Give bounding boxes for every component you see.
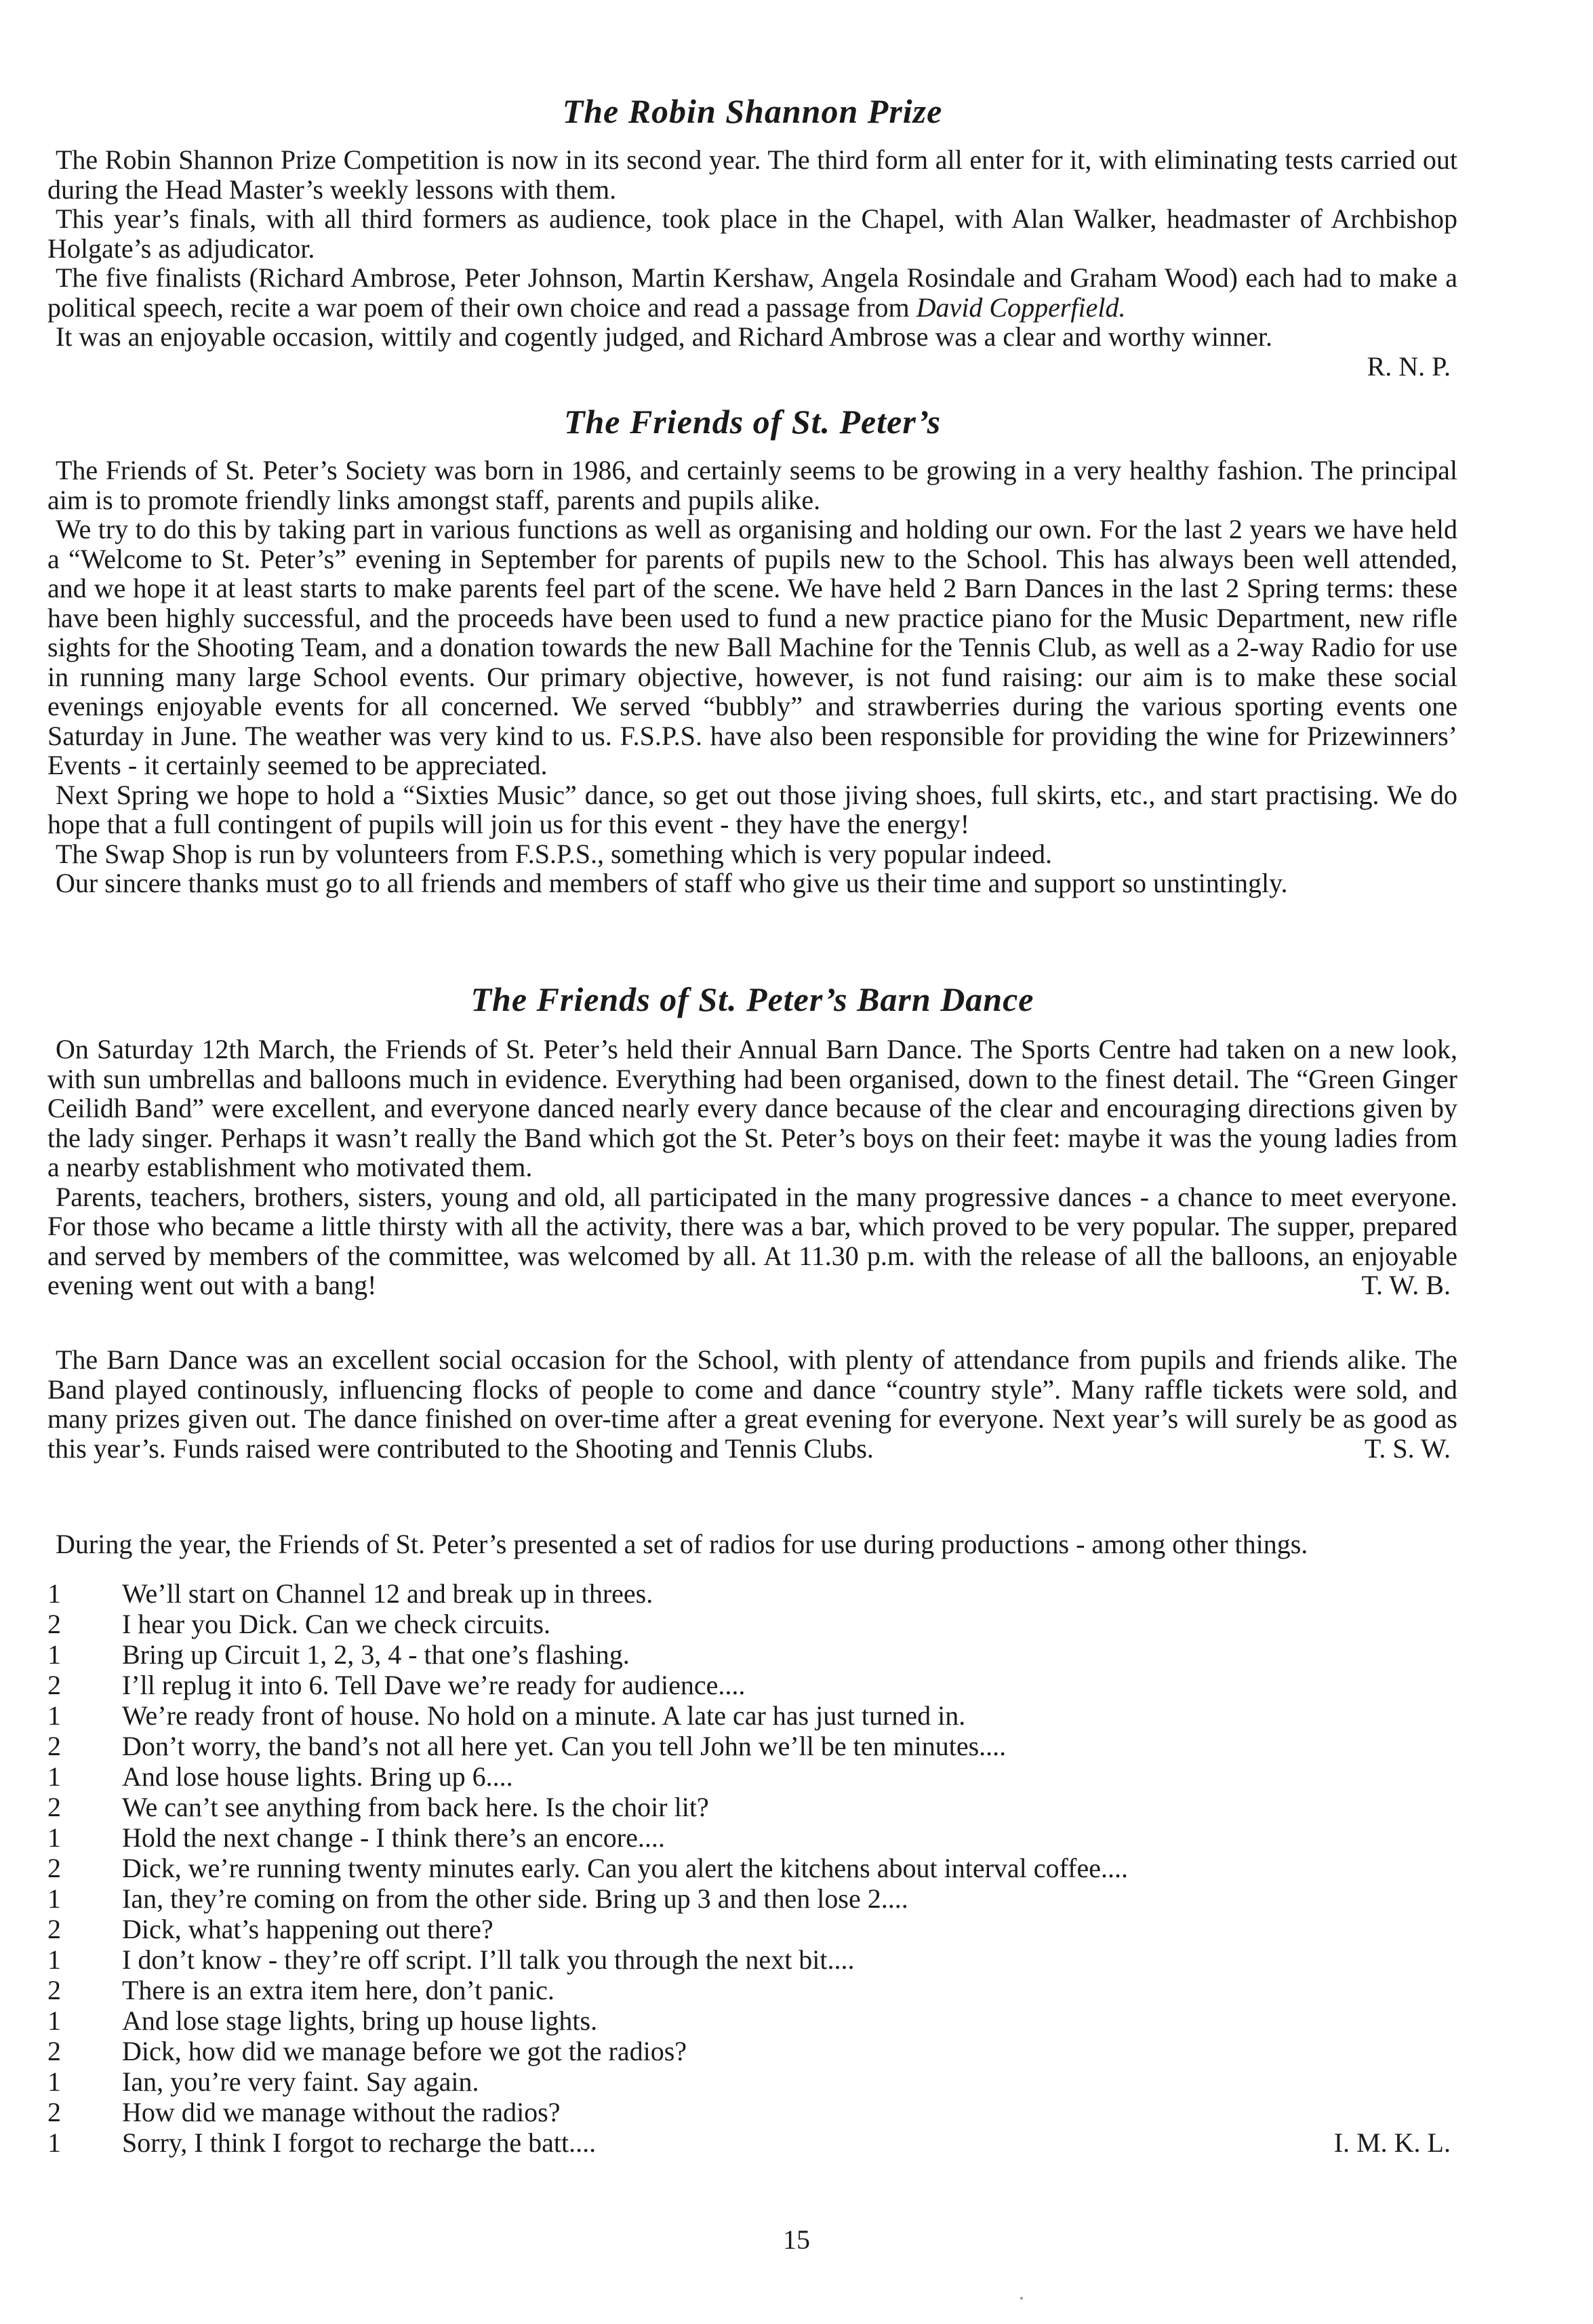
dialogue-line xyxy=(47,2097,1457,2127)
dialogue-text: Sorry, I think I forgot to recharge the batt.... xyxy=(122,2127,597,2158)
dialogue-speaker: 2 xyxy=(47,1670,61,1700)
dialogue-speaker: 1 xyxy=(47,1578,61,1609)
dialogue-speaker: 2 xyxy=(47,2097,61,2127)
friends-section-title-wrap xyxy=(47,401,1457,442)
dialogue-text: I don’t know - they’re off script. I’ll talk you through the next bit.... xyxy=(122,1944,855,1975)
dialogue-line xyxy=(47,2066,1457,2097)
dialogue-line xyxy=(47,1639,1457,1670)
dialogue-line xyxy=(47,1578,1457,1609)
dialogue-speaker: 2 xyxy=(47,1914,61,1944)
dialogue-line xyxy=(47,1670,1457,1700)
dialogue-line xyxy=(47,1792,1457,1822)
dialogue-speaker: 2 xyxy=(47,2036,61,2066)
dialogue-text: Ian, you’re very faint. Say again. xyxy=(122,2066,479,2097)
dialogue-line xyxy=(47,1609,1457,1639)
dialogue-line xyxy=(47,2036,1457,2066)
dialogue-speaker: 2 xyxy=(47,1853,61,1883)
prize-paragraph: This year’s finals, with all third formers as audience, took place in the Chapel, with Alan Walker, headmaster of Archbishop Holgate’s as adjudicator. xyxy=(47,203,1457,264)
dialogue-line xyxy=(47,2127,1457,2158)
radios-intro: During the year, the Friends of St. Peter’s presented a set of radios for use during productions - among other things. xyxy=(56,1529,1308,1559)
dialogue-text: We’ll start on Channel 12 and break up in threes. xyxy=(122,1578,653,1609)
dialogue-speaker: 1 xyxy=(47,1639,61,1670)
dialogue-text: How did we manage without the radios? xyxy=(122,2097,561,2127)
barn-dance-paragraph xyxy=(47,1182,1457,1300)
prize-signature: R. N. P. xyxy=(1367,350,1451,382)
dialogue-speaker: 1 xyxy=(47,1822,61,1853)
friends-section xyxy=(47,456,1457,898)
dialogue-speaker: 2 xyxy=(47,1792,61,1822)
dialogue-text: Hold the next change - I think there’s an encore.... xyxy=(122,1822,665,1853)
friends-paragraph: Next Spring we hope to hold a “Sixties Music” dance, so get out those jiving shoes, full skirts, etc., and start practising. We do hope that a full contingent of pupils will join us for this event - they have the energy! xyxy=(47,779,1457,839)
prize-section xyxy=(47,145,1457,382)
dialogue-text: And lose stage lights, bring up house lights. xyxy=(122,2005,598,2036)
dialogue-line xyxy=(47,1883,1457,1914)
dialogue-text: Dick, we’re running twenty minutes early. Can you alert the kitchens about interval coffee.... xyxy=(122,1853,1128,1883)
friends-paragraph: We try to do this by taking part in various functions as well as organising and holding our own. For the last 2 years we have held a “Welcome to St. Peter’s” evening in September for parents of pupils new to the School. This has always been well attended, and we hope it at least starts to make parents feel part of the scene. We have held 2 Barn Dances in the last 2 Spring terms: these have been highly successful, and the proceeds have been used to fund a new practice piano for the Music Department, new rifle sights for the Shooting Team, and a donation towards the new Ball Machine for the Tennis Club, as well as a 2-way Radio for use in running many large School events. Our primary objective, however, is not fund raising: our aim is to make these social evenings enjoyable events for all concerned. We served “bubbly” and strawberries during the various sporting events one Saturday in June. The weather was very kind to us. F.S.P.S. have also been responsible for providing the wine for Prizewinners’ Events - it certainly seemed to be appreciated. xyxy=(47,514,1457,780)
barn-dance-2-signature: T. S. W. xyxy=(1364,1433,1451,1464)
dialogue-text: We can’t see anything from back here. Is the choir lit? xyxy=(122,1792,709,1822)
dialogue-speaker: 1 xyxy=(47,2005,61,2036)
dialogue-text: I’ll replug it into 6. Tell Dave we’re ready for audience.... xyxy=(122,1670,746,1700)
dialogue-line xyxy=(47,2005,1457,2036)
prize-paragraph xyxy=(47,263,1457,322)
friends-paragraph: The Swap Shop is run by volunteers from F.S.P.S., something which is very popular indeed. xyxy=(56,838,1053,869)
dialogue-speaker: 2 xyxy=(47,1975,61,2005)
dialogue-text: I hear you Dick. Can we check circuits. xyxy=(122,1609,550,1639)
dialogue-text: We’re ready front of house. No hold on a minute. A late car has just turned in. xyxy=(122,1700,966,1731)
dialogue-line xyxy=(47,1914,1457,1944)
friends-paragraph: Our sincere thanks must go to all friends and members of staff who give us their time and support so unstintingly. xyxy=(56,868,1288,898)
prize-title: The Robin Shannon Prize xyxy=(562,92,943,130)
dialogue-text: Bring up Circuit 1, 2, 3, 4 - that one’s flashing. xyxy=(122,1639,630,1670)
dialogue-line xyxy=(47,1822,1457,1853)
prize-paragraph: The Robin Shannon Prize Competition is now in its second year. The third form all enter for it, with eliminating tests carried out during the Head Master’s weekly lessons with them. xyxy=(47,144,1457,205)
prize-paragraph-text: The five finalists (Richard Ambrose, Peter Johnson, Martin Kershaw, Angela Rosindale and Graham Wood) each had to make a political speech, recite a war poem of their own choice and read a passage from xyxy=(47,262,1457,323)
barn-dance-second-report xyxy=(47,1345,1457,1463)
dialogue-text: Don’t worry, the band’s not all here yet. Can you tell John we’ll be ten minutes.... xyxy=(122,1731,1007,1761)
dialogue-speaker: 1 xyxy=(47,1700,61,1731)
dialogue-speaker: 2 xyxy=(47,1609,61,1639)
barn-dance-section xyxy=(47,1035,1457,1300)
dialogue-line xyxy=(47,1700,1457,1731)
dialogue-speaker: 1 xyxy=(47,2127,61,2158)
dialogue-line xyxy=(47,1761,1457,1792)
dialogue-speaker: 1 xyxy=(47,2066,61,2097)
scan-speck xyxy=(1020,2297,1023,2300)
dialogue-line xyxy=(47,1975,1457,2005)
dialogue-line xyxy=(47,1944,1457,1975)
barn-dance-title: The Friends of St. Peter’s Barn Dance xyxy=(470,980,1034,1018)
radios-intro-wrap xyxy=(47,1529,1457,1559)
prize-section-title-wrap xyxy=(47,91,1457,132)
dialogue-speaker: 1 xyxy=(47,1944,61,1975)
radios-signature: I. M. K. L. xyxy=(1333,2127,1451,2158)
prize-book-title: David Copperfield. xyxy=(916,292,1126,323)
dialogue-text: Ian, they’re coming on from the other side. Bring up 3 and then lose 2.... xyxy=(122,1883,908,1914)
barn-dance-paragraph-text: Parents, teachers, brothers, sisters, young and old, all participated in the many progressive dances - a chance to meet everyone. For those who became a little thirsty with all the activity, there was a bar, which proved to be very popular. The supper, prepared and served by members of the committee, was welcomed by all. At 11.30 p.m. with the release of all the balloons, an enjoyable evening went out with a bang! xyxy=(47,1181,1457,1300)
dialogue-speaker: 2 xyxy=(47,1731,61,1761)
radio-dialogue xyxy=(47,1578,1457,2158)
barn-dance-2-paragraph xyxy=(47,1345,1457,1463)
page-number: 15 xyxy=(783,2224,810,2255)
dialogue-line xyxy=(47,1853,1457,1883)
barn-dance-title-wrap xyxy=(47,979,1457,1020)
dialogue-line xyxy=(47,1731,1457,1761)
dialogue-speaker: 1 xyxy=(47,1761,61,1792)
friends-paragraph: The Friends of St. Peter’s Society was born in 1986, and certainly seems to be growing in a very healthy fashion. The principal aim is to promote friendly links amongst staff, parents and pupils alike. xyxy=(47,455,1457,515)
barn-dance-2-text: The Barn Dance was an excellent social occasion for the School, with plenty of attendance from pupils and friends alike. The Band played continously, influencing flocks of people to come and dance “country style”. Many raffle tickets were sold, and many prizes given out. The dance finished on over-time after a great evening for everyone. Next year’s will surely be as good as this year’s. Funds raised were contributed to the Shooting and Tennis Clubs. xyxy=(47,1344,1457,1464)
friends-title: The Friends of St. Peter’s xyxy=(563,403,942,441)
prize-paragraph: It was an enjoyable occasion, wittily and cogently judged, and Richard Ambrose was a clear and worthy winner. xyxy=(56,321,1273,352)
dialogue-text: Dick, what’s happening out there? xyxy=(122,1914,493,1944)
barn-dance-paragraph: On Saturday 12th March, the Friends of St. Peter’s held their Annual Barn Dance. The Sports Centre had taken on a new look, with sun umbrellas and balloons much in evidence. Everything had been organised, down to the finest detail. The “Green Ginger Ceilidh Band” were excellent, and everyone danced nearly every dance because of the clear and encouraging directions given by the lady singer. Perhaps it wasn’t really the Band which got the St. Peter’s boys on their feet: maybe it was the young ladies from a nearby establishment who motivated them. xyxy=(47,1034,1457,1182)
dialogue-text: There is an extra item here, don’t panic. xyxy=(122,1975,554,2005)
dialogue-text: Dick, how did we manage before we got the radios? xyxy=(122,2036,687,2066)
barn-dance-signature: T. W. B. xyxy=(1361,1270,1451,1300)
dialogue-speaker: 1 xyxy=(47,1883,61,1914)
dialogue-text: And lose house lights. Bring up 6.... xyxy=(122,1761,513,1792)
